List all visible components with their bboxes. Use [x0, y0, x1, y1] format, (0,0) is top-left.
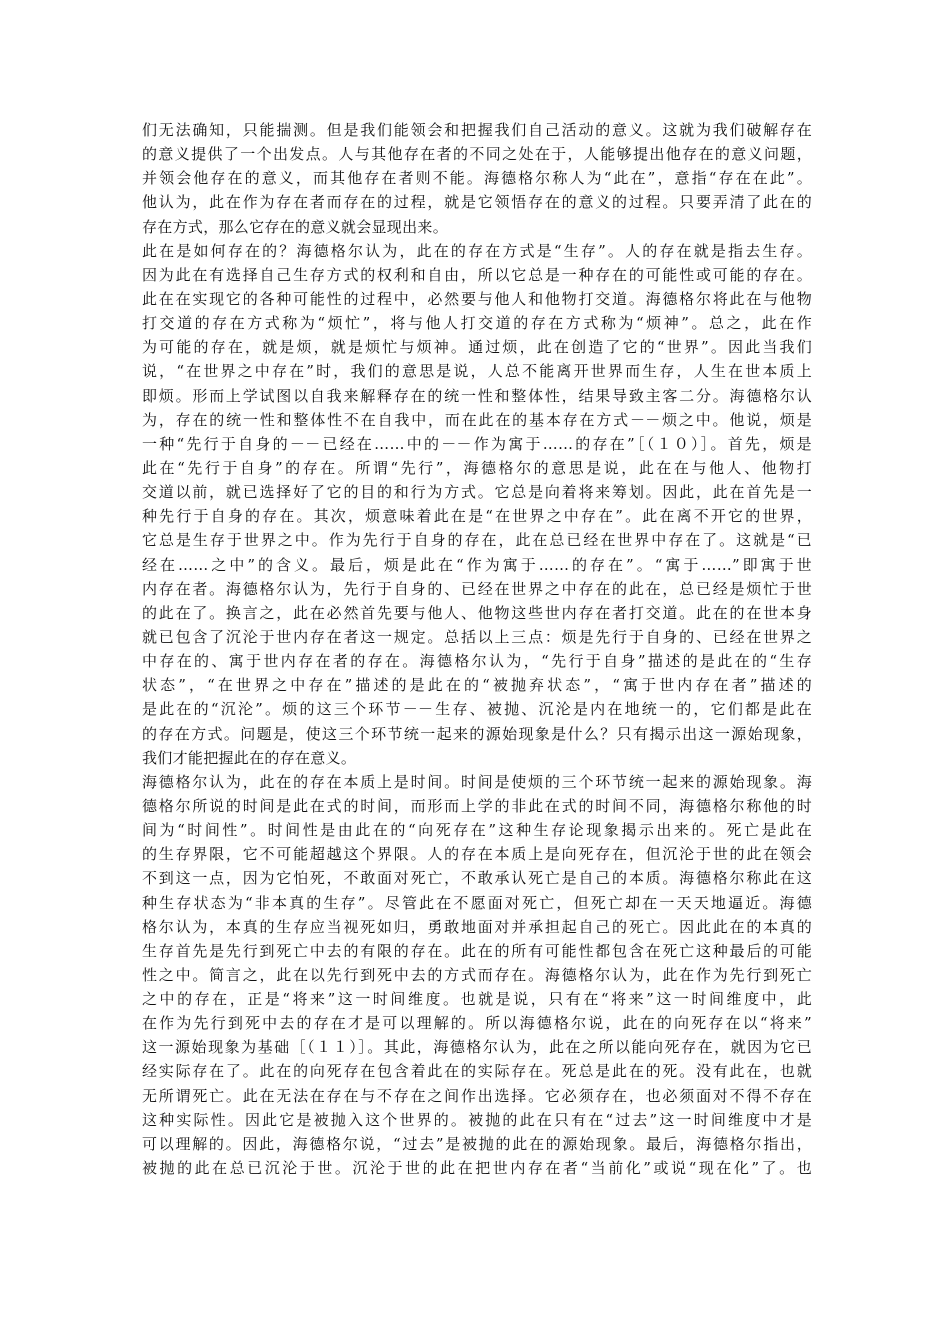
text-line: 内存在者。海德格尔认为，先行于自身的、已经在世界之中存在的此在，总已经是烦忙于世 [142, 579, 812, 598]
text-line: 海德格尔认为，此在的存在本质上是时间。时间是使烦的三个环节统一起来的源始现象。海 [142, 772, 812, 791]
text-line: 格尔认为，本真的生存应当视死如归，勇敢地面对并承担起自己的死亡。因此此在的本真的 [142, 917, 812, 936]
text-line: 一种“先行于自身的－－已经在……中的－－作为寓于……的存在”［（１０）］。首先，烦是 [142, 434, 812, 453]
text-line: 说，“在世界之中存在”时，我们的意思是说，人总不能离开世界而生存，人生在世本质上 [142, 362, 812, 381]
text-line: 间为“时间性”。时间性是由此在的“向死存在”这种生存论现象揭示出来的。死亡是此在 [142, 821, 812, 840]
text-line: 的此在了。换言之，此在必然首先要与他人、他物这些世内存在者打交道。此在的在世本身 [142, 603, 812, 622]
text-line: 的生存界限，它不可能超越这个界限。人的存在本质上是向死存在，但沉沦于世的此在领会 [142, 845, 812, 864]
text-line: 为可能的存在，就是烦，就是烦忙与烦神。通过烦，此在创造了它的“世界”。因此当我们 [142, 338, 812, 357]
text-line: 此在在实现它的各种可能性的过程中，必然要与他人和他物打交道。海德格尔将此在与他物 [142, 289, 812, 308]
text-line: 不到这一点，因为它怕死，不敢面对死亡，不敢承认死亡是自己的本质。海德格尔称此在这 [142, 869, 812, 888]
text-line: 之中的存在，正是“将来”这一时间维度。也就是说，只有在“将来”这一时间维度中，此 [142, 990, 812, 1009]
text-line: 即烦。形而上学试图以自我来解释存在的统一性和整体性，结果导致主客二分。海德格尔认 [142, 386, 812, 405]
text-line: 们无法确知，只能揣测。但是我们能领会和把握我们自己活动的意义。这就为我们破解存在 [142, 121, 812, 139]
text-line: 经实际存在了。此在的向死存在包含着此在的实际存在。死总是此在的死。没有此在，也就 [142, 1062, 812, 1081]
text-line: 中存在的、寓于世内存在者的存在。海德格尔认为，“先行于自身”描述的是此在的“生存 [142, 652, 812, 671]
text-line: 被抛的此在总已沉沦于世。沉沦于世的此在把世内存在者“当前化”或说“现在化”了。也 [142, 1159, 812, 1178]
text-line: 我们才能把握此在的存在意义。 [142, 748, 357, 767]
text-line: 状态”，“在世界之中存在”描述的是此在的“被抛弃状态”，“寓于世内存在者”描述的 [142, 676, 812, 695]
text-line: 可以理解的。因此，海德格尔说，“过去”是被抛的此在的源始现象。最后，海德格尔指出， [142, 1134, 812, 1153]
text-line: 种生存状态为“非本真的生存”。尽管此在不愿面对死亡，但死亡却在一天天地逼近。海德 [142, 893, 812, 912]
text-line: 就已包含了沉沦于世内存在者这一规定。总括以上三点：烦是先行于自身的、已经在世界之 [142, 627, 812, 646]
text-line: 并领会他存在的意义，而其他存在者则不能。海德格尔称人为“此在”，意指“存在在此”。 [142, 169, 812, 188]
document-body [142, 118, 812, 1180]
text-line: 是此在的“沉沦”。烦的这三个环节－－生存、被抛、沉沦是内在地统一的，它们都是此在 [142, 700, 812, 719]
text-line: 德格尔所说的时间是此在式的时间，而形而上学的非此在式的时间不同，海德格尔称他的时 [142, 796, 812, 815]
text-line: 经在……之中”的含义。最后，烦是此在“作为寓于……的存在”。“寓于……”即寓于世 [142, 555, 812, 574]
text-line: 他认为，此在作为存在者而存在的过程，就是它领悟存在的意义的过程。只要弄清了此在的 [142, 193, 812, 212]
text-line: 的存在方式。问题是，使这三个环节统一起来的源始现象是什么？只有揭示出这一源始现象， [142, 724, 812, 743]
text-line: 交道以前，就已选择好了它的目的和行为方式。它总是向着将来筹划。因此，此在首先是一 [142, 483, 812, 502]
text-line: 这一源始现象为基础［（１１）］。其此，海德格尔认为，此在之所以能向死存在，就因为它已 [142, 1038, 812, 1057]
text-line: 种先行于自身的存在。其次，烦意味着此在是“在世界之中存在”。此在离不开它的世界， [142, 507, 812, 526]
text-line: 生存首先是先行到死亡中去的有限的存在。此在的所有可能性都包含在死亡这种最后的可能 [142, 941, 812, 960]
text-line: 性之中。简言之，此在以先行到死中去的方式而存在。海德格尔认为，此在作为先行到死亡 [142, 965, 812, 984]
text-line: 它总是生存于世界之中。作为先行于自身的存在，此在总已经在世界中存在了。这就是“已 [142, 531, 812, 550]
text-line: 因为此在有选择自己生存方式的权利和自由，所以它总是一种存在的可能性或可能的存在。 [142, 265, 812, 284]
text-line: 为，存在的统一性和整体性不在自我中，而在此在的基本存在方式－－烦之中。他说，烦是 [142, 410, 812, 429]
text-line: 此在是如何存在的？海德格尔认为，此在的存在方式是“生存”。人的存在就是指去生存。 [142, 241, 812, 260]
text-line: 无所谓死亡。此在无法在存在与不存在之间作出选择。它必须存在，也必须面对不得不存在 [142, 1086, 812, 1105]
text-line: 此在“先行于自身”的存在。所谓“先行”，海德格尔的意思是说，此在在与他人、他物打 [142, 458, 812, 477]
text-line: 的意义提供了一个出发点。人与其他存在者的不同之处在于，人能够提出他存在的意义问题， [142, 145, 812, 164]
text-line: 打交道的存在方式称为“烦忙”，将与他人打交道的存在方式称为“烦神”。总之，此在作 [142, 314, 812, 333]
text-line: 存在方式，那么它存在的意义就会显现出来。 [142, 217, 449, 236]
text-line: 在作为先行到死中去的存在才是可以理解的。所以海德格尔说，此在的向死存在以“将来” [142, 1014, 812, 1033]
text-line: 这种实际性。因此它是被抛入这个世界的。被抛的此在只有在“过去”这一时间维度中才是 [142, 1110, 812, 1129]
